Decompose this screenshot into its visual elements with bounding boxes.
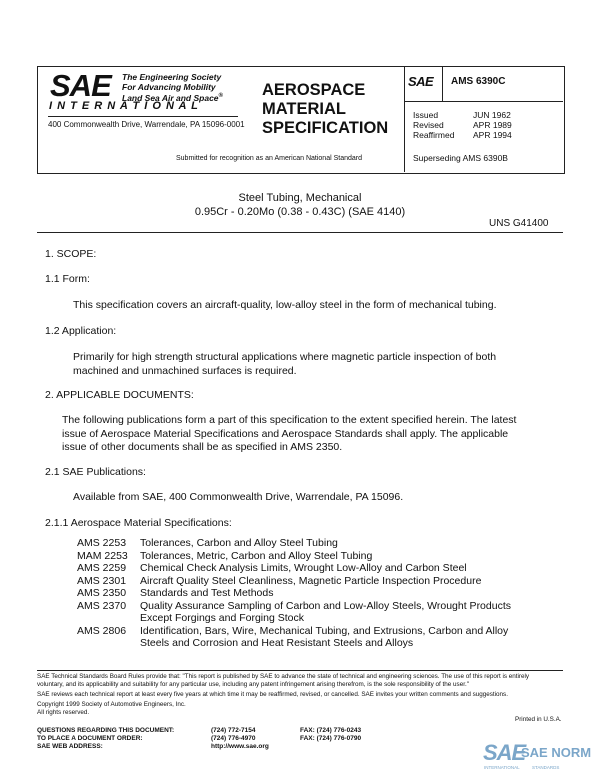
sae-norm-watermark-logo: SAE [483, 740, 526, 765]
sae-norm-watermark-text: SAE NORM [521, 745, 592, 760]
document-type-title: AEROSPACE MATERIAL SPECIFICATION [262, 81, 389, 137]
section-2-1-text: Available from SAE, 400 Commonwealth Drive, Warrendale, PA 15096. [73, 491, 404, 503]
ansi-submission-note: Submitted for recognition as an American National Standard [176, 155, 362, 162]
society-address: 400 Commonwealth Drive, Warrendale, PA 15096-0001 [48, 120, 245, 129]
sae-logo: SAE [50, 68, 111, 103]
footer-rule [37, 670, 563, 671]
address-rule [48, 116, 238, 117]
section-1-2-text: Primarily for high strength structural applications where magnetic particle inspection of both machined and unmachined surfaces is required. [73, 351, 497, 377]
footer-notes: SAE Technical Standards Board Rules provide that: "This report is published by SAE to advance the state of technical and engineering sciences. The use of this report is entirely voluntary, and its applicability and suitability for any particular use, including any patent infringement arising therefrom, is the sole responsibility of the user." SAE reviews each technical report at least every five years at which time it may be reaffirmed, revised, or cancelled. SAE invites your written comments and suggestions. Copyright 1999 Society of Automotive Engineers, Inc. All rights reserved. [37, 673, 530, 716]
section-1-2-heading: 1.2 Application: [45, 325, 117, 337]
section-2-text: The following publications form a part of this specification to the extent specified herein. The latest issue of Aerospace Material Specifications and Aerospace Standards shall apply. The applicable issue of other documents shall be as specified in AMS 2350. [62, 414, 517, 453]
sae-norm-watermark-sub: INTERNATIONAL STANDARDS [484, 765, 560, 770]
header-divider [404, 66, 405, 172]
section-2-1-heading: 2.1 SAE Publications: [45, 466, 146, 478]
section-2-heading: 2. APPLICABLE DOCUMENTS: [45, 389, 194, 401]
document-dates: Issued JUN 1962 Revised APR 1989 Reaffirmed APR 1994 [413, 110, 512, 140]
contact-info: QUESTIONS REGARDING THIS DOCUMENT: (724) 772-7154 FAX: (724) 776-0243 TO PLACE A DOCUMENT ORDER: (724) 776-4970 FAX: (724) 776-0790 SAE WEB ADDRESS: http://www.sae.org [37, 727, 362, 750]
list-item: AMS 2259 Chemical Check Analysis Limits, Wrought Low-Alloy and Carbon Steel [77, 562, 467, 574]
section-2-1-1-heading: 2.1.1 Aerospace Material Specifications: [45, 517, 232, 529]
section-1-1-text: This specification covers an aircraft-quality, low-alloy steel in the form of mechanical tubing. [73, 299, 497, 311]
international-label: I N T E R N A T I O N A L [49, 100, 199, 112]
list-item: AMS 2370 Quality Assurance Sampling of Carbon and Low-Alloy Steels, Wrought Products Except Forgings and Forging Stock [77, 599, 511, 624]
docnum-underline [404, 101, 563, 102]
list-item: AMS 2350 Standards and Test Methods [77, 587, 274, 599]
superseding-note: Superseding AMS 6390B [413, 153, 508, 163]
society-text: The Engineering Society For Advancing Mobility Land Sea Air and Space® [122, 72, 223, 103]
list-item: MAM 2253 Tolerances, Metric, Carbon and Alloy Steel Tubing [77, 549, 373, 562]
printed-in: Printed in U.S.A. [515, 716, 562, 723]
document-title: Steel Tubing, Mechanical 0.95Cr - 0.20Mo (0.38 - 0.43C) (SAE 4140) [194, 192, 406, 218]
title-rule [37, 232, 563, 233]
list-item: AMS 2301 Aircraft Quality Steel Cleanliness, Magnetic Particle Inspection Procedure [77, 574, 482, 587]
uns-number: UNS G41400 [489, 218, 549, 229]
web-address-link[interactable]: http://www.sae.org [211, 743, 269, 750]
section-1-heading: 1. SCOPE: [45, 248, 97, 260]
logo-cell-divider [442, 66, 443, 101]
list-item: AMS 2806 Identification, Bars, Wire, Mechanical Tubing, and Extrusions, Carbon and Alloy Steels and Corrosion and Heat Resistant Steels and Alloys [77, 624, 509, 649]
section-1-1-heading: 1.1 Form: [45, 273, 90, 285]
spec-list [77, 537, 511, 650]
small-sae-logo: SAE [408, 74, 434, 89]
document-number: AMS 6390C [451, 76, 506, 87]
list-item: AMS 2253 Tolerances, Carbon and Alloy Steel Tubing [77, 537, 338, 549]
